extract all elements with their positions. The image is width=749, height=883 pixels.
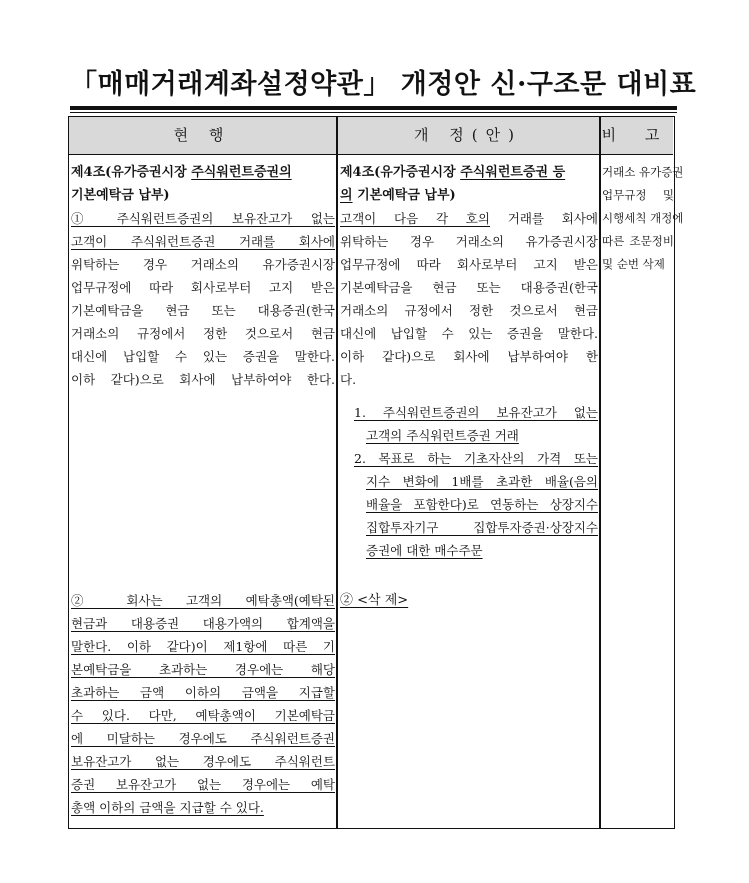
revised-item2-line: 2. 목표로 하는 기초자산의 가격 또는 [354, 451, 598, 466]
current-p1-line: 거래소의 규정에서 정한 것으로서 현금 [71, 326, 335, 341]
comparison-table [68, 116, 684, 829]
current-p2-line: 증권 보유잔고가 없는 경우에는 예탁 [71, 777, 335, 792]
note-line: 따른 조문정비 [602, 234, 674, 248]
current-p2-line: 현금과 대용증권 대용가액의 합계액을 [71, 616, 335, 631]
revised-article-title: 제4조(유가증권시장 주식워런트증권 등 [340, 165, 566, 180]
revised-item1-line: 고객의 주식워런트증권 거래 [366, 428, 519, 443]
revised-p1-line: 업무규정에 따라 회사로부터 고지 받은 [340, 257, 598, 272]
revised-p1-line: 이하 같다)으로 회사에 납부하여야 한 [340, 349, 598, 364]
column-divider-1 [336, 117, 338, 828]
current-p2-line: 수 있다. 다만, 예탁총액이 기본예탁금 [71, 708, 335, 723]
revised-p1-line: 위탁하는 경우 거래소의 유가증권시장 [340, 234, 598, 249]
revised-p1-line: 다. [340, 372, 357, 387]
current-article-title-2: 기본예탁금 납부) [71, 188, 170, 203]
header-revised: 개 정(안) [337, 117, 599, 155]
current-p1-line: 기본예탁금을 현금 또는 대용증권(한국 [71, 303, 335, 318]
revised-p1-line: 기본예탁금을 현금 또는 대용증권(한국 [340, 280, 598, 295]
revised-item2-line: 증권에 대한 매수주문 [366, 543, 483, 558]
current-p1-line: 대신에 납입할 수 있는 증권을 말한다. [71, 349, 335, 364]
current-article-title: 제4조(유가증권시장 주식워런트증권의 [71, 165, 292, 180]
note-line: 업무규정 및 [602, 188, 674, 202]
header-current: 현 행 [69, 117, 336, 155]
current-p1-line: 고객이 주식워런트증권 거래를 회사에 [71, 234, 335, 249]
current-p2 [71, 589, 335, 819]
revised-article-title-2: 의 기본예탁금 납부) [340, 188, 456, 203]
revised-p1-line: 고객이 다음 각 호의 거래를 회사에 [340, 211, 598, 226]
revised-p2: ② <삭 제> [340, 593, 409, 608]
revised-items [354, 401, 598, 562]
current-p2-line: 본예탁금을 초과하는 경우에는 해당 [71, 662, 335, 677]
column-divider-2 [599, 117, 601, 828]
revised-column [340, 161, 598, 608]
current-p1-line: ① 주식워런트증권의 보유잔고가 없는 [71, 211, 335, 226]
note-column [602, 161, 684, 276]
revised-item2-line: 집합투자기구 집합투자증권·상장지수 [366, 520, 598, 535]
note-line: 및 순번 삭제 [602, 257, 665, 271]
revised-item2-line: 배율을 포함한다)로 연동하는 상장지수 [366, 497, 598, 512]
current-p1-line: 업무규정에 따라 회사로부터 고지 받은 [71, 280, 335, 295]
note-line: 시행세칙 개정에 [602, 211, 684, 225]
revised-item1-line: 1. 주식워런트증권의 보유잔고가 없는 [354, 405, 598, 420]
revised-item2-line: 지수 변화에 1배를 초과한 배율(음의 [366, 474, 598, 489]
current-p2-line: 보유잔고가 없는 경우에도 주식워런트 [71, 754, 335, 769]
document-title: 「매매거래계좌설정약관」 개정안 신·구조문 대비표 [70, 69, 697, 100]
note-line: 거래소 유가증권 [602, 165, 684, 179]
title-rule-thin [70, 112, 677, 113]
current-p1-line: 이하 같다)으로 회사에 납부하여야 한다. [71, 372, 335, 387]
header-note: 비 고 [600, 117, 673, 155]
title-rule-thick [70, 106, 677, 110]
current-p2-line: 초과하는 금액 이하의 금액을 지급할 [71, 685, 335, 700]
current-p2-line: 에 미달하는 경우에도 주식워런트증권 [71, 731, 335, 746]
current-p2-line: ② 회사는 고객의 예탁총액(예탁된 [71, 593, 335, 608]
current-column [71, 161, 335, 815]
current-p2-line: 총액 이하의 금액을 지급할 수 있다. [71, 800, 264, 815]
current-p2-line: 말한다. 이하 같다)이 제1항에 따른 기 [71, 639, 335, 654]
revised-p1-line: 대신에 납입할 수 있는 증권을 말한다. [340, 326, 598, 341]
revised-p1-line: 거래소의 규정에서 정한 것으로서 현금 [340, 303, 598, 318]
current-p1-line: 위탁하는 경우 거래소의 유가증권시장 [71, 257, 335, 272]
